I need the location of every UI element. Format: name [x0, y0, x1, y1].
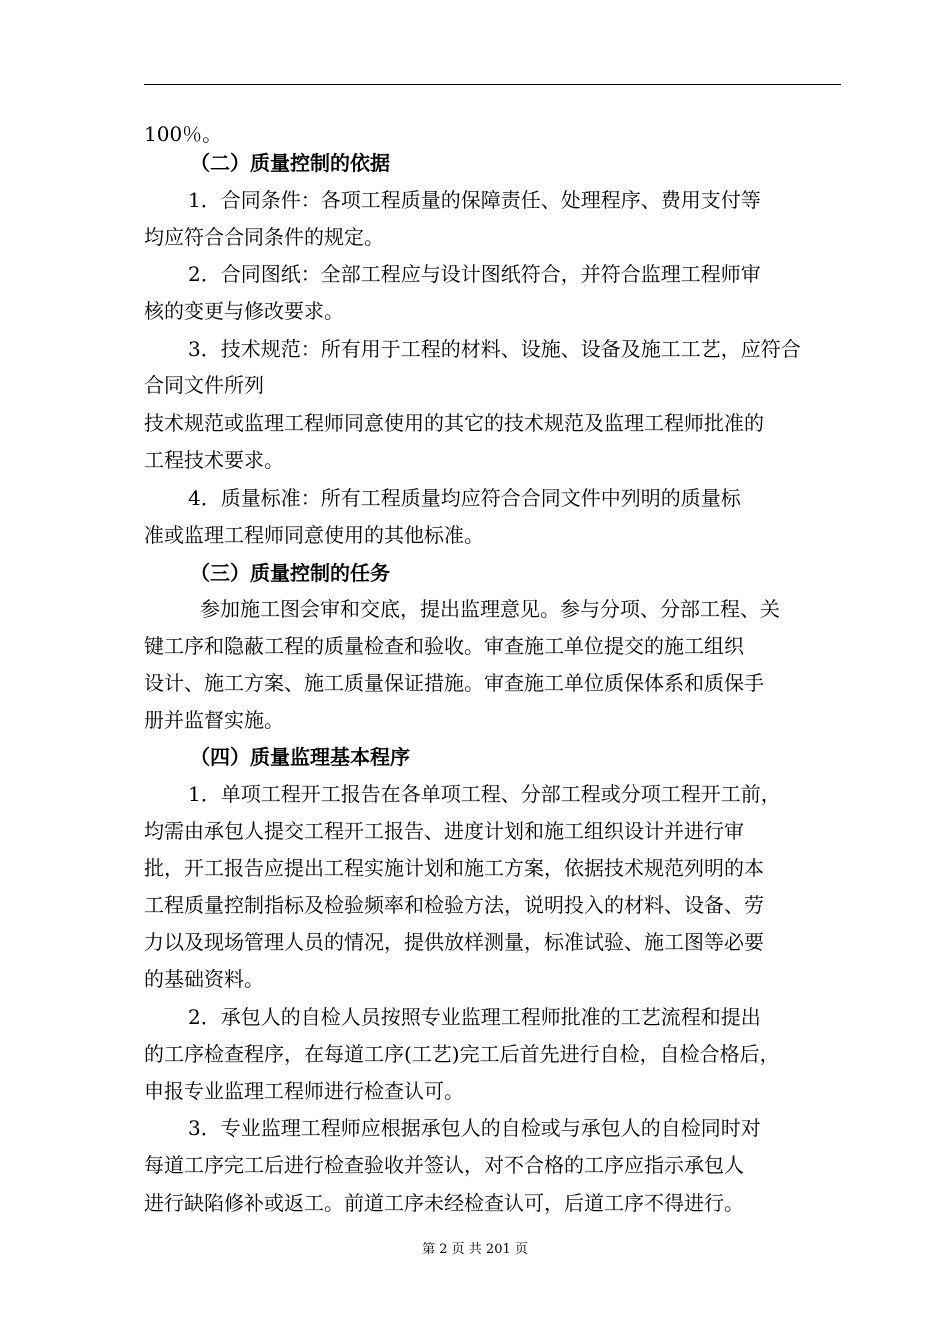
text-line: 2．合同图纸：全部工程应与设计图纸符合，并符合监理工程师审 — [188, 262, 761, 286]
text-line: 3．技术规范：所有用于工程的材料、设施、设备及施工工艺，应符合 — [188, 337, 801, 361]
section-heading: （二）质量控制的依据 — [190, 151, 390, 175]
text-line: 力以及现场管理人员的情况，提供放样测量，标准试验、施工图等必要 — [144, 930, 764, 954]
text-line: 1．合同条件：各项工程质量的保障责任、处理程序、费用支付等 — [188, 188, 761, 212]
text-line: 工程技术要求。 — [144, 448, 284, 472]
text-line: 100％。 — [144, 122, 223, 146]
text-line: 工程质量控制指标及检验频率和检验方法，说明投入的材料、设备、劳 — [144, 893, 764, 917]
text-line: 设计、施工方案、施工质量保证措施。审查施工单位质保体系和质保手 — [144, 671, 764, 695]
text-line: 3．专业监理工程师应根据承包人的自检或与承包人的自检同时对 — [188, 1116, 761, 1140]
text-line: 参加施工图会审和交底，提出监理意见。参与分项、分部工程、关 — [200, 597, 780, 621]
text-line: 的基础资料。 — [144, 967, 264, 991]
page-footer: 第 2 页 共 201 页 — [422, 1242, 528, 1257]
text-line: 键工序和隐蔽工程的质量检查和验收。审查施工单位提交的施工组织 — [144, 634, 744, 658]
text-line: 技术规范或监理工程师同意使用的其它的技术规范及监理工程师批准的 — [144, 411, 764, 435]
text-line: 申报专业监理工程师进行检查认可。 — [144, 1079, 464, 1103]
text-line: 1．单项工程开工报告在各单项工程、分部工程或分项工程开工前， — [188, 782, 781, 806]
section-heading: （四）质量监理基本程序 — [190, 745, 410, 769]
text-line: 合同文件所列 — [144, 373, 264, 397]
text-line: 均应符合合同条件的规定。 — [144, 225, 384, 249]
header-rule — [144, 84, 841, 85]
text-line: 均需由承包人提交工程开工报告、进度计划和施工组织设计并进行审 — [144, 819, 744, 843]
section-heading: （三）质量控制的任务 — [190, 561, 390, 585]
text-line: 批，开工报告应提出工程实施计划和施工方案，依据技术规范列明的本 — [144, 856, 764, 880]
text-line: 准或监理工程师同意使用的其他标准。 — [144, 523, 484, 547]
text-line: 4．质量标准：所有工程质量均应符合合同文件中列明的质量标 — [188, 486, 741, 510]
text-line: 的工序检查程序，在每道工序(工艺)完工后首先进行自检，自检合格后， — [144, 1042, 780, 1066]
text-line: 册并监督实施。 — [144, 708, 284, 732]
text-line: 2．承包人的自检人员按照专业监理工程师批准的工艺流程和提出 — [188, 1005, 761, 1029]
text-line: 进行缺陷修补或返工。前道工序未经检查认可，后道工序不得进行。 — [144, 1191, 744, 1215]
text-line: 核的变更与修改要求。 — [144, 299, 344, 323]
text-line: 每道工序完工后进行检查验收并签认，对不合格的工序应指示承包人 — [144, 1153, 744, 1177]
